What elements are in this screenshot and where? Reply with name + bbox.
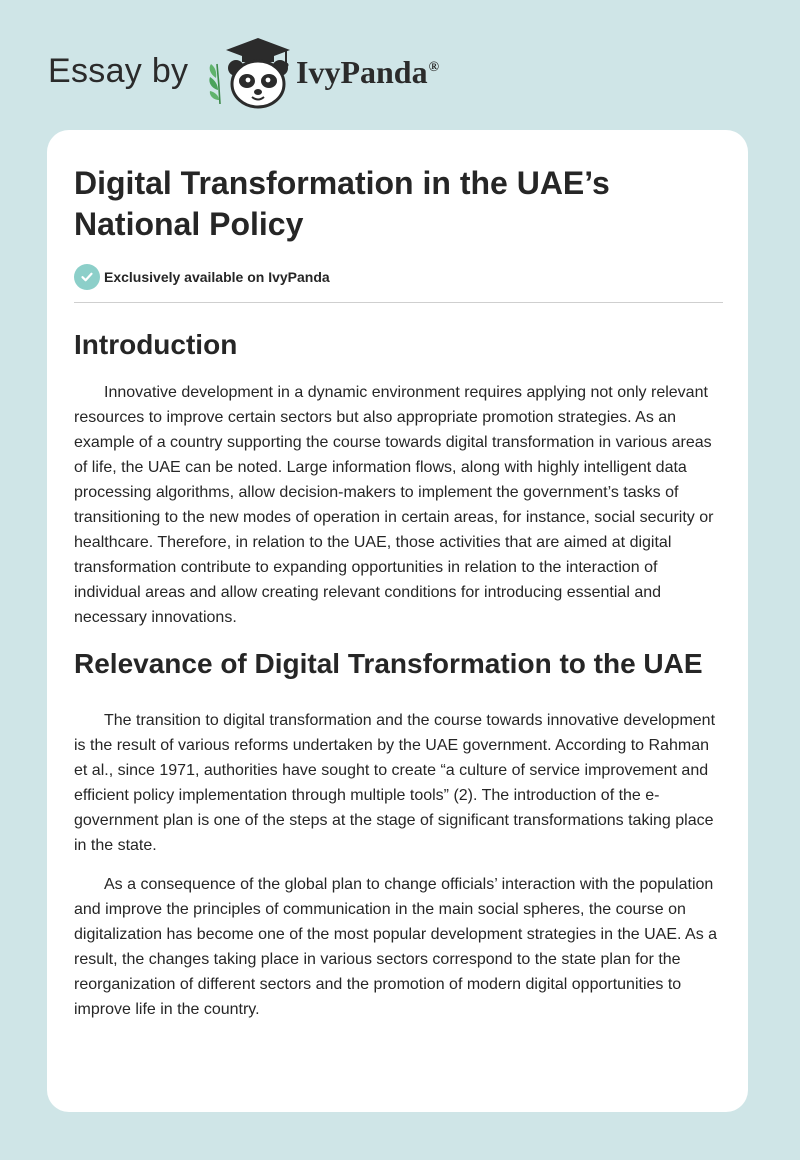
brand-name[interactable]: [296, 54, 439, 91]
section-heading: Introduction: [74, 329, 238, 360]
panda-logo-svg: [202, 34, 292, 110]
brand-name-text: IvyPanda: [296, 54, 428, 90]
section-relevance: [74, 644, 721, 1022]
paragraph: As a consequence of the global plan to change officials’ interaction with the population and improve the principles of communication in the main social spheres, the course on digitalization has become one of the most popular development strategies in the UAE. As a result, the changes taking place in various sectors correspond to the state plan for the reorganization of different sectors and the promotion of modern digital opportunities to improve life in the country.: [74, 876, 718, 1018]
panda-graduate-logo-icon[interactable]: [202, 34, 292, 110]
site-header: [48, 34, 468, 110]
title-divider: [74, 302, 723, 303]
page-title: Digital Transformation in the UAE’s National Policy: [74, 165, 610, 242]
exclusive-badge: [74, 263, 721, 291]
check-circle-icon: [74, 264, 100, 290]
section-introduction: [74, 325, 721, 630]
essay-by-label: Essay by: [48, 52, 189, 90]
registered-mark: ®: [428, 60, 440, 76]
exclusive-label: Exclusively available on IvyPanda: [104, 269, 330, 285]
paragraph: Innovative development in a dynamic environment requires applying not only relevant resources to improve certain sectors but also appropriate promotion strategies. As an example of a country supporting the course towards digital transformation in various areas of life, the UAE can be noted. Large information flows, along with highly intelligent data processing algorithms, allow decision-makers to implement the government’s tasks of transitioning to the new modes of operation in certain areas, for instance, social security or healthcare. Therefore, in relation to the UAE, those activities that are aimed at digital transformation contribute to expanding opportunities in relation to the interaction of individual areas and allow creating relevant conditions for introducing essential and necessary innovations.: [74, 384, 714, 626]
essay-card: [47, 130, 748, 1112]
paragraph: The transition to digital transformation and the course towards innovative development is the result of various reforms undertaken by the UAE government. According to Rahman et al., since 1971, authorities have sought to create “a culture of service improvement and efficient policy implementation through multiple tools” (2). The introduction of the e-government plan is one of the steps at the stage of significant transformations taking place in the state.: [74, 712, 716, 854]
section-heading: Relevance of Digital Transformation to the UAE: [74, 648, 703, 679]
